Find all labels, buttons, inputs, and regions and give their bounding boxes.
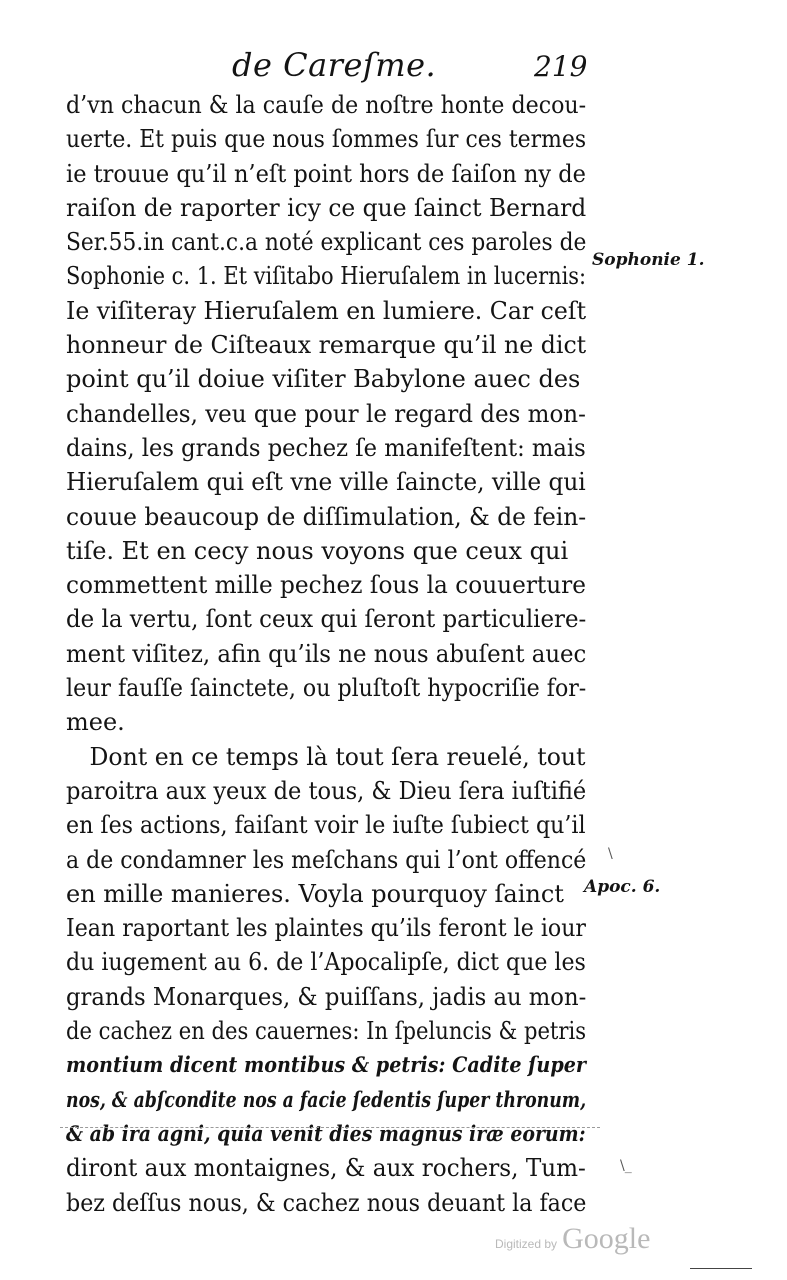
text-line: de cachez en des cauernes: In ſpeluncis & petris (66, 1017, 587, 1046)
text-line: nos, & abſcondite nos a facie ſedentis ſuper thronum, (66, 1086, 587, 1112)
text-line: honneur de Ciſteaux remarque qu’il ne dict (66, 331, 587, 360)
bottom-rule (60, 1127, 600, 1128)
text-line: bez deſſus nous, & cachez nous deuant la face (66, 1188, 587, 1217)
text-line: Sophonie c. 1. Et viſitabo Hieruſalem in lucernis: (66, 262, 587, 291)
text-line: paroitra aux yeux de tous, & Dieu ſera iuſtifié (66, 776, 587, 805)
text-line: Iean raportant les plaintes qu’ils feront le iour (66, 914, 586, 943)
text-line: dains, les grands pechez ſe manifeſtent: mais (66, 433, 586, 462)
text-line: du iugement au 6. de l’Apocalipſe, dict que les (66, 948, 586, 977)
text-line: tiſe. Et en cecy nous voyons que ceux qui (66, 536, 569, 565)
text-line: grands Monarques, & puiſſans, jadis au mon- (66, 982, 587, 1011)
text-line: ie trouue qu’il n’eſt point hors de ſaiſon ny de (66, 159, 586, 188)
digitization-watermark (495, 1222, 650, 1256)
text-line: uerte. Et puis que nous ſommes ſur ces termes (66, 125, 587, 154)
text-line: commettent mille pechez ſous la couuerture (66, 571, 586, 600)
text-line: a de condamner les meſchans qui l’ont offencé (66, 845, 587, 874)
text-line: couue beaucoup de diſſimulation, & de fein- (66, 502, 587, 531)
text-line: d’vn chacun & la cauſe de noſtre honte decou- (66, 91, 587, 119)
text-line: Hieruſalem qui eſt vne ville ſaincte, ville qui (66, 468, 586, 497)
text-line: mee. (66, 708, 125, 737)
text-line: ment viſitez, afin qu’ils ne nous abuſent auec (66, 639, 587, 668)
margin-note-sophonie: Sophonie 1. (592, 250, 705, 270)
scan-speck: \ (608, 846, 613, 862)
page-number: 219 (534, 50, 588, 83)
text-line: chandelles, veu que pour le regard des mon- (66, 399, 586, 428)
text-line: Ser.55.in cant.c.a noté explicant ces paroles de (66, 228, 587, 257)
text-line: raiſon de raporter icy ce que ſainct Bernard (66, 193, 587, 222)
text-line: diront aux montaignes, & aux rochers, Tum- (66, 1154, 586, 1183)
text-line: leur fauſſe ſainctete, ou pluſtoſt hypocriſie for- (66, 674, 587, 703)
text-line: montium dicent montibus & petris: Cadite ſuper (66, 1052, 587, 1078)
text-line: en mille manieres. Voyla pourquoy ſainct (66, 879, 564, 908)
text-line: point qu’il doiue viſiter Babylone auec des (66, 365, 581, 394)
text-line: Ie viſiteray Hieruſalem en lumiere. Car ceſt (66, 296, 587, 325)
watermark-prefix: Digitized by (495, 1237, 558, 1251)
text-line: & ab ira agni, quia venit dies magnus iræ eorum: (66, 1120, 586, 1146)
margin-note-apoc: Apoc. 6. (584, 877, 661, 897)
text-line: Dont en ce temps là tout ſera reuelé, tout (89, 742, 586, 771)
main-text-block (66, 88, 586, 1220)
corner-line (690, 1268, 752, 1269)
running-title: de Careſme. (232, 46, 437, 84)
watermark-brand: Google (562, 1222, 651, 1255)
scan-speck: \_ (620, 1158, 632, 1174)
text-line: en ſes actions, faiſant voir le iuſte ſubiect qu’il (66, 811, 586, 840)
text-line: de la vertu, ſont ceux qui ſeront particuliere- (66, 605, 587, 634)
